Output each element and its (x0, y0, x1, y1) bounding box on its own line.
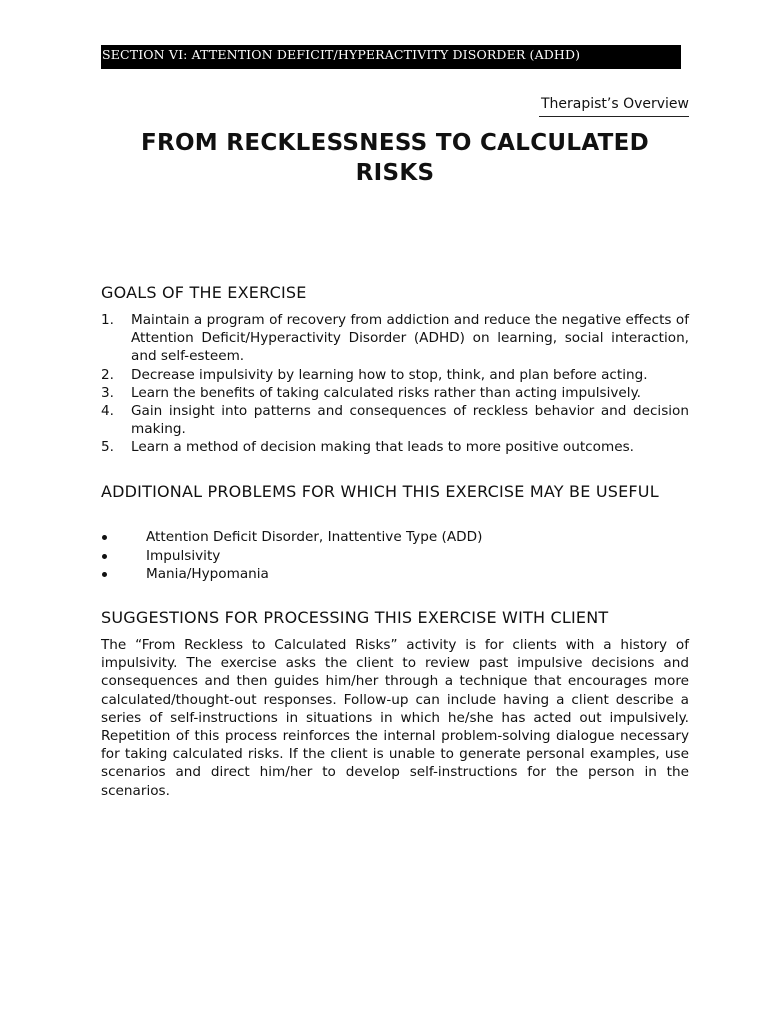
list-item (101, 438, 689, 456)
section-banner: SECTION VI: ATTENTION DEFICIT/HYPERACTIVITY DISORDER (ADHD) (101, 45, 681, 69)
suggestions-paragraph: The “From Reckless to Calculated Risks” activity is for clients with a history of impulsivity. The exercise asks the client to review past impulsive decisions and consequences and then guides him/her through a technique that encourages more calculated/thought-out responses. Follow-up can include having a client describe a series of self-instructions in situations in which he/she has acted out impulsively. Repetition of this process reinforces the internal problem-solving dialogue necessary for taking calculated risks. If the client is unable to generate personal examples, use scenarios and direct him/her to develop self-instructions for the person in the scenarios. (101, 637, 689, 799)
goals-list (101, 311, 689, 457)
list-item-text: Gain insight into patterns and consequences of reckless behavior and decision making. (131, 403, 689, 438)
list-number: 2. (101, 366, 114, 383)
list-item (101, 384, 689, 402)
list-item (101, 547, 689, 566)
list-item (101, 565, 689, 584)
list-item (101, 366, 689, 384)
bullet-icon (102, 535, 107, 540)
list-item-text: Mania/Hypomania (146, 566, 269, 582)
additional-problems-heading: ADDITIONAL PROBLEMS FOR WHICH THIS EXERCISE MAY BE USEFUL (101, 482, 659, 501)
overview-label: Therapist’s Overview (539, 94, 689, 117)
list-item-text: Decrease impulsivity by learning how to stop, think, and plan before acting. (131, 366, 648, 383)
list-item-text: Attention Deficit Disorder, Inattentive Type (ADD) (146, 529, 483, 545)
goals-heading: GOALS OF THE EXERCISE (101, 283, 307, 302)
list-number: 4. (101, 403, 114, 420)
list-item-text: Learn a method of decision making that leads to more positive outcomes. (131, 439, 634, 456)
bullet-icon (102, 554, 107, 559)
additional-problems-list (101, 528, 689, 584)
suggestions-heading: SUGGESTIONS FOR PROCESSING THIS EXERCISE WITH CLIENT (101, 608, 609, 627)
list-item-text: Learn the benefits of taking calculated risks rather than acting impulsively. (131, 384, 641, 401)
list-item (101, 311, 689, 366)
list-item (101, 402, 689, 438)
list-number: 1. (101, 312, 114, 328)
page-title: FROM RECKLESSNESS TO CALCULATED RISKS (140, 130, 650, 186)
list-item-text: Impulsivity (146, 547, 221, 564)
bullet-icon (102, 572, 107, 577)
list-number: 5. (101, 439, 114, 456)
list-item-text: Maintain a program of recovery from addiction and reduce the negative effects of Attention Deficit/Hyperactivity Disorder (ADHD) on learning, social interaction, and self-esteem. (131, 312, 689, 365)
list-number: 3. (101, 384, 114, 401)
list-item (101, 528, 689, 547)
